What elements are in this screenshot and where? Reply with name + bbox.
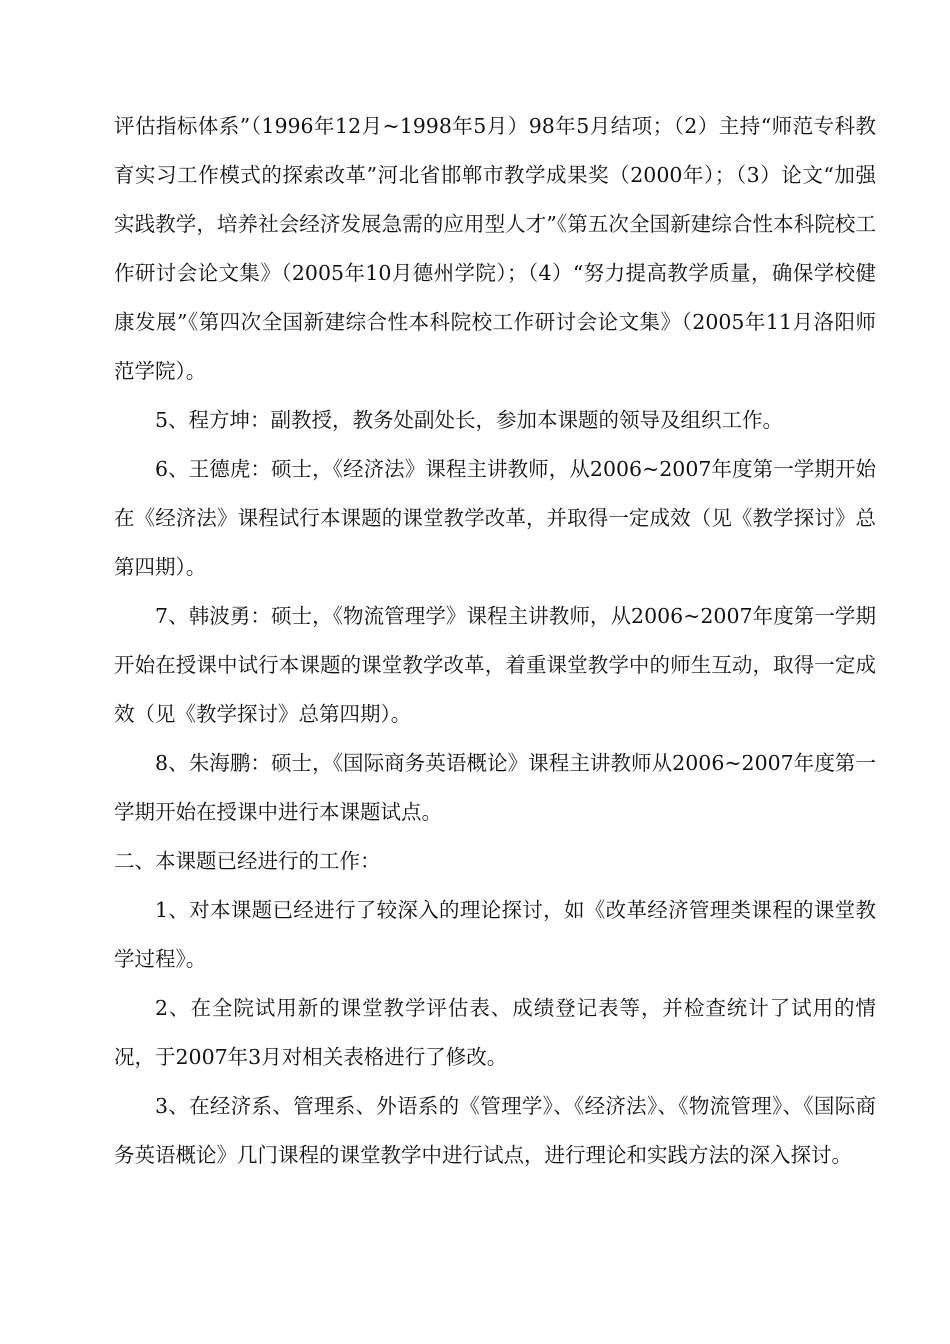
paragraph-research-achievements: 评估指标体系”（1996年12月~1998年5月）98年5月结项；（2）主持“师范专科教育实习工作模式的探索改革”河北省邯郸市教学成果奖（2000年）；（3）论文“加强实践教学，培养社会经济发展急需的应用型人才”《第五次全国新建综合性本科院校工作研讨会论文集》（2005年10月德州学院）；（4）“努力提高教学质量，确保学校健康发展”《第四次全国新建综合性本科院校工作研讨会论文集》（2005年11月洛阳师范学院）。 bbox=[114, 114, 876, 383]
paragraph-member-7: 7、韩波勇：硕士，《物流管理学》课程主讲教师，从2006~2007年度第一学期开始在授课中试行本课题的课堂教学改革，着重课堂教学中的师生互动，取得一定成效（见《教学探讨》总第四期）。 bbox=[114, 604, 876, 726]
paragraph-work-2: 2、在全院试用新的课堂教学评估表、成绩登记表等，并检查统计了试用的情况，于2007年3月对相关表格进行了修改。 bbox=[114, 996, 876, 1069]
paragraph-member-6: 6、王德虎：硕士，《经济法》课程主讲教师，从2006~2007年度第一学期开始在《经济法》课程试行本课题的课堂教学改革，并取得一定成效（见《教学探讨》总第四期）。 bbox=[114, 457, 876, 579]
section-heading-work-done: 二、本课题已经进行的工作： bbox=[114, 849, 381, 873]
paragraph-work-3: 3、在经济系、管理系、外语系的《管理学》、《经济法》、《物流管理》、《国际商务英语概论》几门课程的课堂教学中进行试点，进行理论和实践方法的深入探讨。 bbox=[114, 1094, 876, 1167]
paragraph-work-1: 1、对本课题已经进行了较深入的理论探讨，如《改革经济管理类课程的课堂教学过程》。 bbox=[114, 898, 876, 971]
paragraph-member-5: 5、程方坤：副教授，教务处副处长，参加本课题的领导及组织工作。 bbox=[155, 408, 784, 432]
paragraph-member-8: 8、朱海鹏：硕士，《国际商务英语概论》课程主讲教师从2006~2007年度第一学期开始在授课中进行本课题试点。 bbox=[114, 751, 876, 824]
document-body bbox=[114, 102, 876, 1180]
